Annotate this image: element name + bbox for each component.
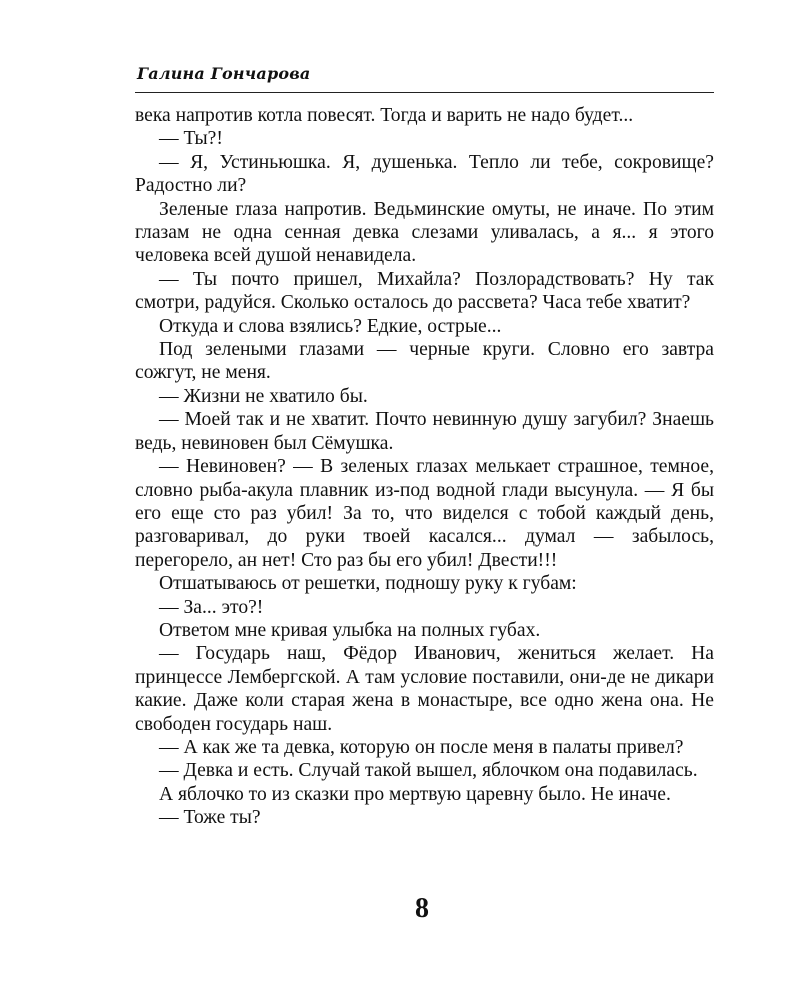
paragraph: — Невиновен? — В зеленых глазах мелькает страшное, темное, словно рыба-акула плавник из-под водной глади высунула. — Я бы его еще сто раз убил! За то, что виделся с тобой каждый день, разговаривал, до руки твоей касался... думал — забылось, перегорело, ан нет! Сто раз бы его убил! Двести!!! (135, 456, 714, 571)
paragraph: — А как же та девка, которую он после меня в палаты привел? (159, 736, 684, 758)
paragraph: А яблочко то из сказки про мертвую царевну было. Не иначе. (159, 783, 671, 805)
paragraph: — Ты?! (159, 128, 223, 150)
paragraph: — Тоже ты? (159, 807, 261, 829)
header-rule (135, 92, 714, 93)
paragraph: века напротив котла повесят. Тогда и варить не надо будет... (135, 105, 634, 126)
paragraph: — Ты почто пришел, Михайла? Позлорадствовать? Ну так смотри, радуйся. Сколько осталось до рассвета? Часа тебе хватит? (135, 268, 714, 314)
paragraph: — Я, Устиньюшка. Я, душенька. Тепло ли тебе, сокровище? Радостно ли? (135, 151, 714, 197)
paragraph: — Государь наш, Фёдор Иванович, жениться желает. На принцессе Лембергской. А там условие поставили, они-де не дикари какие. Даже коли старая жена в монастыре, все одно жена она. Не свободен государь наш. (135, 643, 714, 735)
paragraph: Ответом мне кривая улыбка на полных губах. (159, 619, 541, 641)
running-header-author: Галина Гончарова (137, 64, 311, 83)
paragraph: Отшатываюсь от решетки, подношу руку к губам: (159, 573, 577, 595)
paragraph: Откуда и слова взялись? Едкие, острые... (159, 315, 502, 337)
paragraph: — Жизни не хватило бы. (159, 385, 368, 407)
paragraph: — Девка и есть. Случай такой вышел, яблочком она подавилась. (159, 760, 698, 782)
paragraph: Зеленые глаза напротив. Ведьминские омуты, не иначе. По этим глазам не одна сенная девка слезами уливалась, а я... я этого человека всей душой ненавидела. (135, 198, 714, 267)
paragraph: — За... это?! (159, 596, 264, 618)
body-text (135, 104, 714, 830)
paragraph: — Моей так и не хватит. Почто невинную душу загубил? Знаешь ведь, невиновен был Сёмушка. (135, 409, 714, 454)
paragraph: Под зелеными глазами — черные круги. Словно его завтра сожгут, не меня. (135, 339, 714, 384)
page-number: 8 (415, 893, 429, 924)
